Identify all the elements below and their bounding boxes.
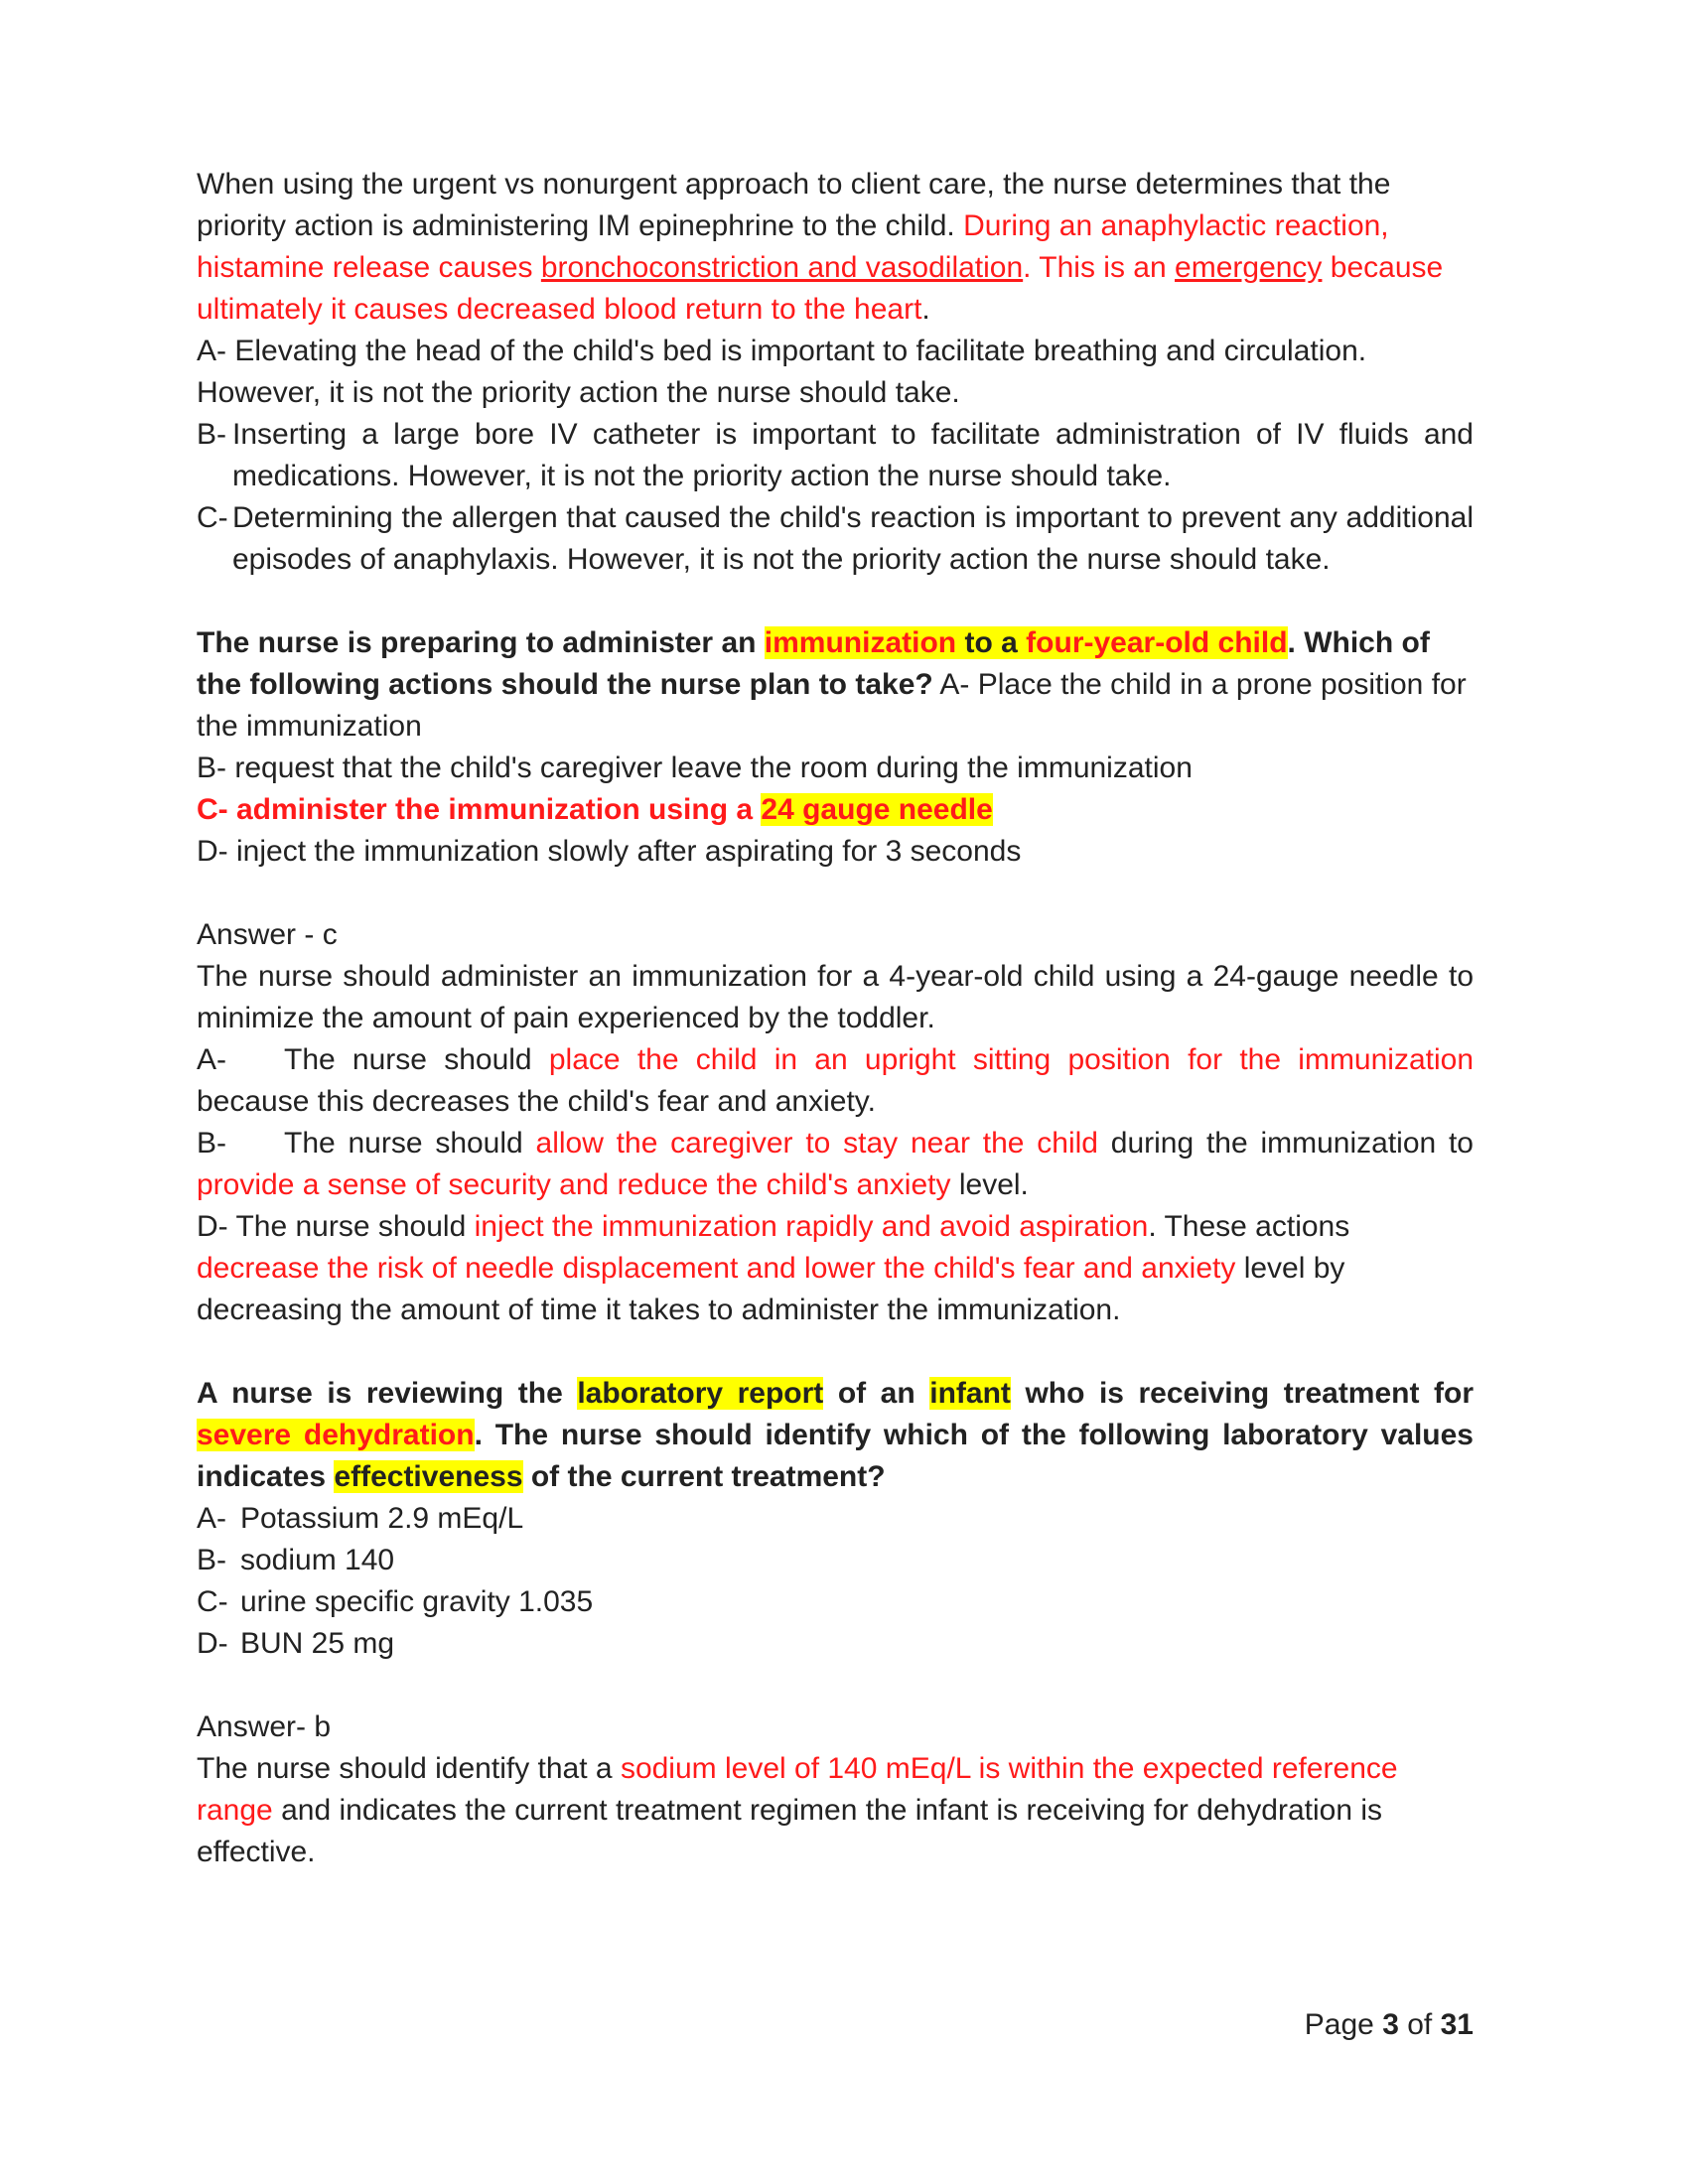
explanation-text: and indicates the current treatment regimen the infant is receiving for dehydration is effective. [197, 1794, 1383, 1868]
page-current: 3 [1382, 2008, 1399, 2041]
option-label: C- [197, 501, 228, 534]
rationale-paragraph [197, 164, 1474, 331]
question-option-a: A- Place the child in a prone position for the immunization [197, 668, 1467, 743]
explanation-emphasis: sodium level of 140 mEq/L is within the expected reference range [197, 1752, 1398, 1827]
rationale-text: The nurse should [284, 1043, 532, 1076]
rationale-underlined-term: emergency [1175, 251, 1323, 284]
spacer [197, 1665, 1474, 1706]
rationale-d [197, 1206, 1474, 1331]
rationale-text: because this decreases the child's fear and anxiety. [197, 1085, 876, 1118]
explanation: The nurse should administer an immunization for a 4-year-old child using a 24-gauge needle to minimize the amount of pain experienced by the toddler. [197, 960, 1474, 1034]
option-text: urine specific gravity 1.035 [240, 1585, 594, 1618]
rationale-text: D- The nurse should [197, 1210, 467, 1243]
page-word: Page [1304, 2008, 1374, 2041]
page-total: 31 [1440, 2008, 1474, 2041]
answer-line: Answer - c [197, 918, 338, 951]
rationale-text: When using the urgent vs nonurgent approach to client care, the nurse determines that the priority action is administering IM epinephrine to the child. [197, 168, 1391, 242]
question-text: of an [837, 1377, 915, 1410]
page-number-footer [1305, 2005, 1474, 2045]
rationale-text: level by decreasing the amount of time it takes to administer the immunization. [197, 1252, 1345, 1326]
question-2 [197, 622, 1474, 748]
rationale-a [197, 1039, 1474, 1123]
option-text: Inserting a large bore IV catheter is important to facilitate administration of IV fluids and medications. However, it is not the priority action the nurse should take. [232, 418, 1474, 492]
question-highlight: to a [964, 626, 1018, 659]
rationale-emphasis: decrease the risk of needle displacement and lower the child's fear and anxiety [197, 1252, 1236, 1285]
lab-option-c [197, 1581, 1474, 1623]
rationale-text: . [921, 293, 930, 326]
of-word: of [1407, 2008, 1433, 2041]
question-3 [197, 1373, 1474, 1498]
question-option-b: B- request that the child's caregiver leave the room during the immunization [197, 751, 1193, 784]
rationale-text: level. [958, 1168, 1029, 1201]
rationale-emphasis: . This is an [1023, 251, 1167, 284]
explanation [197, 1748, 1474, 1873]
option-text: Determining the allergen that caused the child's reaction is important to prevent any additional episodes of anaphylaxis. However, it is not the priority action the nurse should take. [232, 501, 1474, 576]
question-option-c [197, 789, 1474, 831]
rationale-text: during the immunization to [1110, 1127, 1474, 1160]
lab-option-a [197, 1498, 1474, 1540]
option-text: sodium 140 [240, 1544, 395, 1576]
question-text: of the current treatment? [530, 1460, 886, 1493]
question-option-d: D- inject the immunization slowly after aspirating for 3 seconds [197, 835, 1022, 868]
option-label: A- [197, 1043, 226, 1076]
question-highlight: four-year-old child [1026, 626, 1288, 659]
rationale-emphasis: because ultimately it causes decreased blood return to the heart [197, 251, 1444, 326]
rationale-text: The nurse should [284, 1127, 523, 1160]
option-label: D- [197, 1627, 228, 1660]
question-text: who is receiving treatment for [1025, 1377, 1475, 1410]
answer-line: Answer- b [197, 1710, 332, 1743]
document-page [197, 164, 1474, 1873]
question-highlight: immunization [764, 626, 957, 659]
rationale-emphasis: inject the immunization rapidly and avoid aspiration [474, 1210, 1149, 1243]
option-label: C- [197, 1585, 228, 1618]
option-label: B- [197, 1127, 226, 1160]
question-highlight: infant [929, 1377, 1011, 1410]
explanation-text: The nurse should identify that a [197, 1752, 613, 1785]
rationale-emphasis: allow the caregiver to stay near the child [535, 1127, 1098, 1160]
rationale-underlined-term: bronchoconstriction and vasodilation [540, 251, 1024, 284]
rationale-emphasis: provide a sense of security and reduce the child's anxiety [197, 1168, 951, 1201]
option-label: A- [197, 1502, 226, 1535]
question-text: A nurse is reviewing the [197, 1377, 563, 1410]
question-highlight [1018, 626, 1026, 659]
rationale-option-c [197, 497, 1474, 581]
question-highlight: severe dehydration [197, 1419, 475, 1451]
spacer [197, 873, 1474, 914]
rationale-option-b [197, 414, 1474, 497]
option-text: Potassium 2.9 mEq/L [240, 1502, 524, 1535]
lab-option-d [197, 1623, 1474, 1665]
rationale-emphasis: place the child in an upright sitting position for the immunization [548, 1043, 1475, 1076]
rationale-b [197, 1123, 1474, 1206]
rationale-text: . These actions [1148, 1210, 1350, 1243]
question-highlight: laboratory report [577, 1377, 824, 1410]
lab-option-b [197, 1540, 1474, 1581]
option-label: B- [197, 418, 226, 451]
question-highlight: effectiveness [334, 1460, 523, 1493]
spacer [197, 581, 1474, 622]
option-text: BUN 25 mg [240, 1627, 395, 1660]
spacer [197, 1331, 1474, 1373]
question-text: The nurse is preparing to administer an [197, 626, 757, 659]
question-text: . Which of the following actions should the nurse plan to take? [197, 626, 1430, 701]
rationale-emphasis: During an anaphylactic reaction, histamine release causes [197, 209, 1389, 284]
option-text: C- administer the immunization using a [197, 793, 754, 826]
option-highlight: 24 gauge needle [761, 793, 993, 826]
rationale-option-a: A- Elevating the head of the child's bed is important to facilitate breathing and circulation. However, it is not the priority action the nurse should take. [197, 335, 1367, 409]
question-text: . The nurse should identify which of the following laboratory values indicates [197, 1419, 1474, 1493]
option-label: B- [197, 1544, 226, 1576]
